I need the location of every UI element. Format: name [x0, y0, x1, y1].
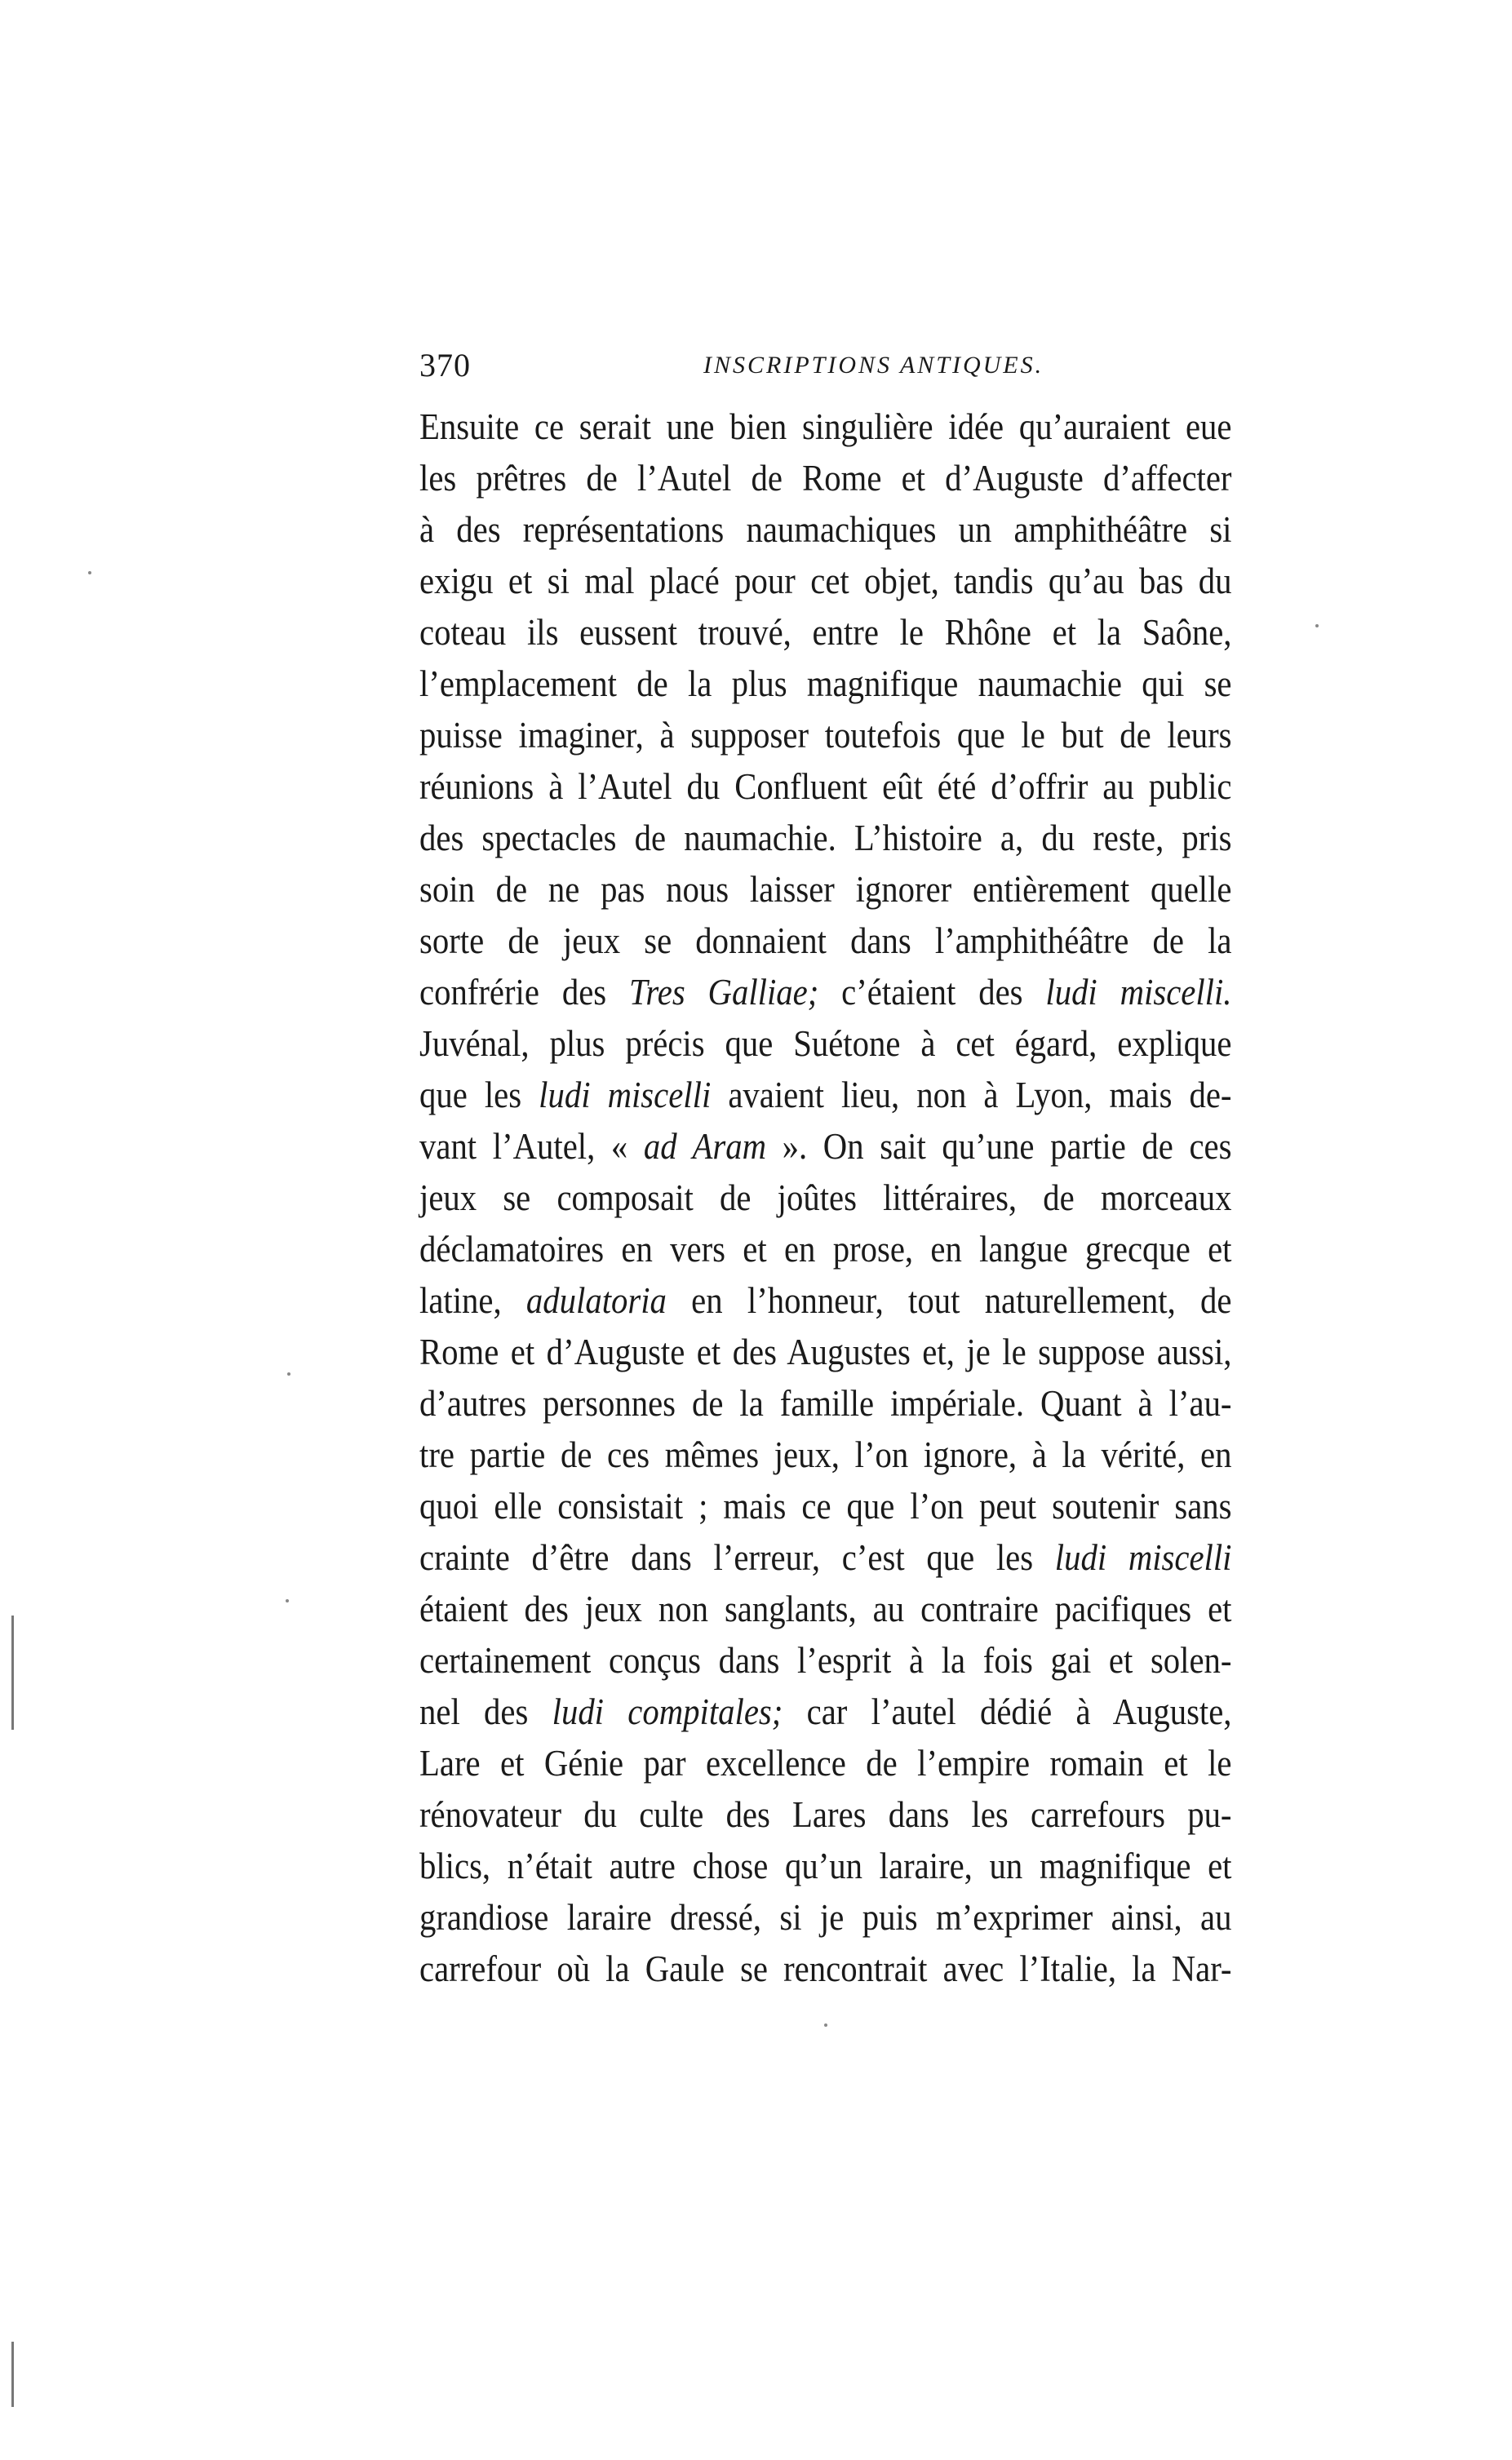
text-line — [419, 453, 1232, 504]
italic-text: ad Aram — [643, 1126, 767, 1167]
text-segment: grandiose laraire dressé, si je puis m’exprimer ainsi, au — [419, 1897, 1232, 1938]
text-line — [419, 710, 1232, 761]
text-line — [419, 1584, 1232, 1635]
text-segment: nel des — [419, 1691, 552, 1732]
text-segment: l’emplacement de la plus magnifique naumachie qui se — [419, 663, 1232, 704]
body-text — [419, 401, 1232, 1995]
text-segment: coteau ils eussent trouvé, entre le Rhône et la Saône, — [419, 612, 1232, 653]
text-line — [419, 1121, 1232, 1172]
text-line — [419, 1070, 1232, 1121]
text-line — [419, 1635, 1232, 1687]
italic-text: ludi miscelli — [539, 1075, 712, 1115]
text-line — [419, 401, 1232, 453]
text-segment: que les — [419, 1075, 539, 1115]
text-segment: tre partie de ces mêmes jeux, l’on ignore, à la vérité, en — [419, 1434, 1232, 1475]
scan-speck — [286, 1599, 289, 1602]
text-line — [419, 1841, 1232, 1892]
scan-speck — [287, 1372, 290, 1376]
text-segment: des spectacles de naumachie. L’histoire a, du reste, pris — [419, 818, 1232, 858]
text-line — [419, 1224, 1232, 1275]
text-line — [419, 607, 1232, 658]
text-segment: avaient lieu, non à Lyon, mais de- — [711, 1075, 1232, 1115]
text-segment: en l’honneur, tout naturellement, de — [666, 1280, 1232, 1321]
text-segment: ». On sait qu’une partie de ces — [766, 1126, 1232, 1167]
page-header — [419, 341, 1048, 390]
text-segment: exigu et si mal placé pour cet objet, tandis qu’au bas du — [419, 561, 1232, 601]
text-segment: vant l’Autel, « — [419, 1126, 644, 1167]
text-line — [419, 1378, 1232, 1429]
text-line — [419, 504, 1232, 556]
text-line — [419, 1789, 1232, 1841]
text-line — [419, 1172, 1232, 1224]
scan-speck — [88, 571, 91, 574]
italic-text: ludi compitales; — [552, 1691, 783, 1732]
scan-margin-line-top — [11, 1616, 14, 1730]
page-number: 370 — [419, 347, 471, 383]
text-line — [419, 1687, 1232, 1738]
italic-text: ludi miscelli — [1054, 1537, 1232, 1578]
scan-speck — [1315, 624, 1319, 627]
text-segment: soin de ne pas nous laisser ignorer entièrement quelle — [419, 869, 1232, 910]
text-line — [419, 761, 1232, 813]
text-segment: c’étaient des — [818, 972, 1046, 1013]
text-segment: crainte d’être dans l’erreur, c’est que les — [419, 1537, 1055, 1578]
text-segment: Juvénal, plus précis que Suétone à cet égard, explique — [419, 1023, 1232, 1064]
text-segment: d’autres personnes de la famille impériale. Quant à l’au- — [419, 1383, 1232, 1424]
text-line — [419, 967, 1232, 1018]
text-line — [419, 556, 1232, 607]
text-segment: rénovateur du culte des Lares dans les carrefours pu- — [419, 1794, 1232, 1835]
text-line — [419, 1892, 1232, 1944]
text-segment: jeux se composait de joûtes littéraires, de morceaux — [419, 1177, 1232, 1218]
text-segment: Ensuite ce serait une bien singulière idée qu’auraient eue — [419, 406, 1232, 447]
text-line — [419, 1738, 1232, 1789]
text-segment: blics, n’était autre chose qu’un laraire, un magnifique et — [419, 1846, 1232, 1886]
text-line — [419, 658, 1232, 710]
text-line — [419, 813, 1232, 864]
text-segment: les prêtres de l’Autel de Rome et d’Auguste d’affecter — [419, 458, 1232, 499]
text-line — [419, 1429, 1232, 1481]
text-segment: réunions à l’Autel du Confluent eût été d’offrir au public — [419, 766, 1232, 807]
text-line — [419, 1327, 1232, 1378]
text-segment: latine, — [419, 1280, 526, 1321]
italic-text: ludi miscelli. — [1045, 972, 1232, 1013]
text-segment: déclamatoires en vers et en prose, en langue grecque et — [419, 1229, 1232, 1270]
text-line — [419, 1481, 1232, 1532]
text-segment: étaient des jeux non sanglants, au contraire pacifiques et — [419, 1589, 1232, 1629]
text-segment: Rome et d’Auguste et des Augustes et, je le suppose aussi, — [419, 1332, 1232, 1372]
text-segment: Lare et Génie par excellence de l’empire romain et le — [419, 1743, 1232, 1784]
scan-speck — [824, 2023, 827, 2027]
text-segment: confrérie des — [419, 972, 630, 1013]
text-segment: à des représentations naumachiques un amphithéâtre si — [419, 509, 1232, 550]
text-line — [419, 864, 1232, 915]
scan-margin-line-bottom — [11, 2342, 14, 2407]
text-line — [419, 1532, 1232, 1584]
text-segment: quoi elle consistait ; mais ce que l’on peut soutenir sans — [419, 1486, 1232, 1527]
text-segment: sorte de jeux se donnaient dans l’amphithéâtre de la — [419, 920, 1232, 961]
italic-text: Tres Galliae; — [629, 972, 819, 1013]
text-segment: carrefour où la Gaule se rencontrait avec l’Italie, la Nar- — [419, 1948, 1232, 1989]
text-line — [419, 1018, 1232, 1070]
text-line — [419, 915, 1232, 967]
text-segment: certainement conçus dans l’esprit à la fois gai et solen- — [419, 1640, 1232, 1681]
text-line — [419, 1944, 1232, 1995]
italic-text: adulatoria — [525, 1280, 667, 1321]
text-line — [419, 1275, 1232, 1327]
text-segment: car l’autel dédié à Auguste, — [783, 1691, 1232, 1732]
text-segment: puisse imaginer, à supposer toutefois que le but de leurs — [419, 715, 1232, 756]
running-title: INSCRIPTIONS ANTIQUES. — [703, 352, 1044, 379]
